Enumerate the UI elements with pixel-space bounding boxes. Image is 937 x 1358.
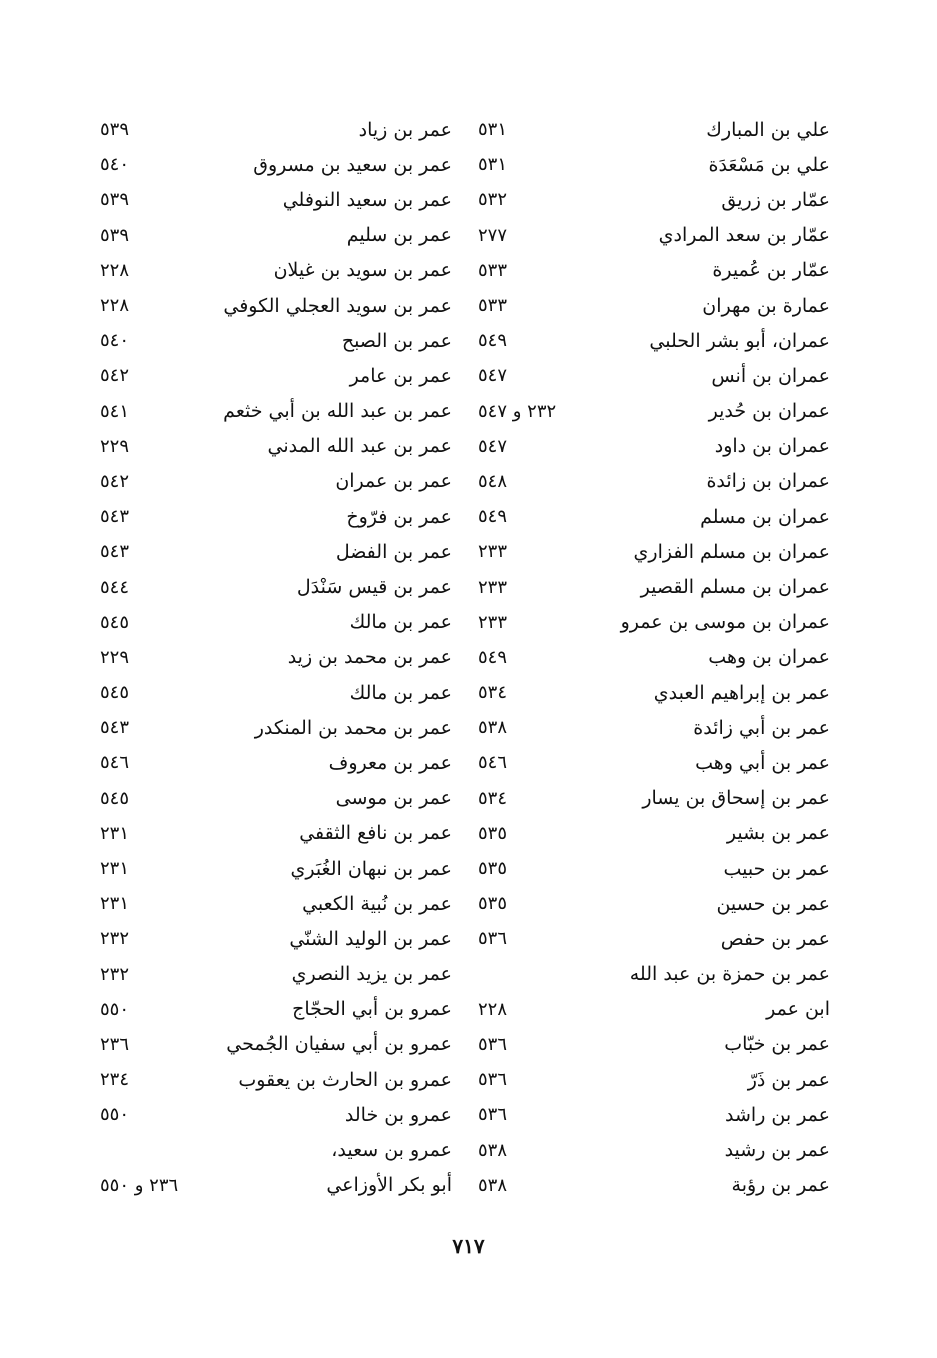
- index-entry: [478, 1168, 830, 1203]
- entry-pages: ٥٤٦: [100, 752, 130, 774]
- index-entry: [478, 569, 830, 604]
- entry-pages: ٥٣٩: [100, 189, 130, 211]
- entry-name: عمر بن رشيد: [724, 1139, 830, 1162]
- entry-pages: ٥٤٥: [100, 787, 130, 809]
- index-entry: [100, 112, 452, 147]
- entry-pages: ٥٣٨: [478, 1139, 508, 1161]
- entry-name: عمران بن مسلم: [700, 505, 830, 528]
- entry-pages: ٢٢٨: [100, 295, 130, 317]
- index-entry: [478, 1062, 830, 1097]
- entry-pages: ٥٣٤: [478, 787, 508, 809]
- entry-pages: ٢٣١: [100, 858, 130, 880]
- entry-name: عمران بن موسى بن عمرو: [620, 611, 830, 634]
- entry-pages: ٢٣٢: [100, 963, 130, 985]
- entry-name: عمر بن حبيب: [723, 857, 830, 880]
- index-entry: [478, 429, 830, 464]
- entry-pages: ٥٤٥: [100, 611, 130, 633]
- entry-pages: ٥٤٩: [478, 506, 508, 528]
- entry-name: عمر بن قيس سَنْدَل: [296, 576, 452, 599]
- entry-pages: ٥٤٤: [100, 576, 130, 598]
- entry-pages: ٥٣٦: [478, 928, 508, 950]
- index-entry: [100, 1168, 452, 1203]
- index-entry: [478, 323, 830, 358]
- entry-pages: ٥٤٧: [478, 435, 508, 457]
- entry-name: عمّار بن زريق: [721, 188, 830, 211]
- entry-pages: ٥٤٠: [100, 154, 130, 176]
- entry-pages: ٥٣٥: [478, 858, 508, 880]
- entry-name: عمر بن مالك: [349, 611, 452, 634]
- index-entry: [100, 394, 452, 429]
- entry-name: أبو بكر الأوزاعي: [326, 1174, 452, 1197]
- index-entry: [478, 253, 830, 288]
- entry-pages: ٥٤٥: [100, 682, 130, 704]
- entry-pages: ٥٣١: [478, 154, 508, 176]
- entry-pages: ٢٢٩: [100, 435, 130, 457]
- index-entry: [100, 358, 452, 393]
- entry-name: عمر بن الوليد الشنّي: [289, 927, 452, 950]
- entry-name: عمّار بن سعد المرادي: [658, 224, 830, 247]
- entry-name: عمر بن يزيد النصري: [291, 963, 452, 986]
- entry-pages: ٥٤٦: [478, 752, 508, 774]
- entry-pages: ٥٣٢: [478, 189, 508, 211]
- entry-pages: ٥٤٣: [100, 506, 130, 528]
- entry-name: عمران بن داود: [714, 435, 830, 458]
- entry-pages: ٥٤٠: [100, 330, 130, 352]
- entry-name: عمر بن عبد الله المدني: [267, 435, 452, 458]
- entry-pages: ٥٣٦: [478, 1069, 508, 1091]
- entry-name: عمر بن سليم: [346, 224, 452, 247]
- entry-name: عمر بن محمد بن زيد: [287, 646, 452, 669]
- entry-pages: ٥٣٨: [478, 1174, 508, 1196]
- entry-name: عمر بن محمد بن المنكدر: [254, 716, 452, 739]
- names-index: [100, 112, 830, 1203]
- entry-name: عمر بن إسحاق بن يسار: [642, 787, 830, 810]
- index-entry: [478, 1097, 830, 1132]
- entry-name: عمر بن إبراهيم العبدي: [653, 681, 830, 704]
- entry-name: عمرو بن الحارث بن يعقوب: [238, 1068, 452, 1091]
- entry-pages: ٥٤٣: [100, 717, 130, 739]
- entry-name: علي بن مَسْعَدَة: [708, 153, 830, 176]
- entry-pages: ٢٢٩: [100, 646, 130, 668]
- entry-name: عمر بن نُبية الكعبي: [302, 892, 452, 915]
- entry-name: عمر بن عبد الله بن أبي خثعم: [223, 400, 452, 423]
- entry-name: عمر بن بشير: [726, 822, 830, 845]
- index-entry: [100, 323, 452, 358]
- entry-pages: ٥٤٧: [478, 365, 508, 387]
- index-entry: [478, 534, 830, 569]
- entry-name: عمر بن سويد بن غيلان: [273, 259, 452, 282]
- entry-name: عمران بن وهب: [708, 646, 830, 669]
- entry-name: عمر بن أبي وهب: [695, 751, 830, 774]
- entry-pages: ٢٣٣: [478, 611, 508, 633]
- index-entry: [100, 218, 452, 253]
- entry-name: عمر بن عامر: [349, 364, 452, 387]
- entry-pages: ٥٤٣: [100, 541, 130, 563]
- entry-pages: ٥٣٦: [478, 1033, 508, 1055]
- index-entry: [478, 640, 830, 675]
- index-entry: [100, 1097, 452, 1132]
- entry-pages: ٥٣٥: [478, 893, 508, 915]
- entry-pages: ٥٣٨: [478, 717, 508, 739]
- index-entry: [478, 499, 830, 534]
- index-entry: [100, 464, 452, 499]
- index-entry: [100, 1132, 452, 1167]
- entry-name: عمرو بن سعيد،: [331, 1139, 452, 1162]
- entry-pages: ٥٥٠: [100, 998, 130, 1020]
- index-entry: [100, 851, 452, 886]
- entry-pages: ٢٣٣: [478, 576, 508, 598]
- entry-name: عمر بن الفضل: [335, 540, 452, 563]
- entry-name: عمر بن خبّاب: [724, 1033, 830, 1056]
- index-entry: [478, 745, 830, 780]
- index-entry: [100, 886, 452, 921]
- entry-pages: ٥٣٩: [100, 224, 130, 246]
- entry-name: عمران بن مسلم الفزاري: [633, 540, 830, 563]
- entry-name: عمران، أبو بشر الحلبي: [649, 329, 830, 352]
- entry-pages: ٢٣٣: [478, 541, 508, 563]
- entry-pages: ٥٤٩: [478, 646, 508, 668]
- index-entry: [100, 288, 452, 323]
- index-entry: [478, 147, 830, 182]
- index-entry: [100, 147, 452, 182]
- entry-pages: ٥٣٣: [478, 259, 508, 281]
- index-entry: [100, 429, 452, 464]
- entry-name: عمر بن معروف: [328, 751, 452, 774]
- entry-pages: ٢٣٦ و ٥٥٠: [100, 1174, 179, 1196]
- entry-pages: ٢٢٨: [100, 259, 130, 281]
- index-entry: [478, 112, 830, 147]
- entry-name: عمر بن موسى: [335, 787, 452, 810]
- entry-pages: ٥٤٢: [100, 365, 130, 387]
- index-entry: [478, 710, 830, 745]
- entry-name: عمر بن الصبح: [341, 329, 452, 352]
- entry-name: عمر بن حسين: [716, 892, 830, 915]
- entry-pages: ٥٣٤: [478, 682, 508, 704]
- index-entry: [100, 640, 452, 675]
- entry-name: عمران بن حُدير: [708, 400, 830, 423]
- index-entry: [100, 745, 452, 780]
- index-entry: [100, 499, 452, 534]
- entry-pages: ٢٢٨: [478, 998, 508, 1020]
- entry-name: عمر بن نافع الثقفي: [299, 822, 452, 845]
- entry-name: عمر بن سعيد النوفلي: [282, 188, 452, 211]
- entry-pages: ٥٥٠: [100, 1104, 130, 1126]
- index-entry: [100, 675, 452, 710]
- entry-name: عمر بن سويد العجلي الكوفي: [223, 294, 452, 317]
- index-entry: [100, 781, 452, 816]
- entry-name: عمر بن سعيد بن مسروق: [253, 153, 452, 176]
- index-entry: [478, 957, 830, 992]
- entry-pages: ٥٣٥: [478, 822, 508, 844]
- index-entry: [100, 710, 452, 745]
- entry-name: عمران بن مسلم القصير: [640, 576, 830, 599]
- entry-pages: ٥٣٩: [100, 119, 130, 141]
- entry-pages: ٥٤٩: [478, 330, 508, 352]
- entry-name: عمرو بن خالد: [344, 1103, 452, 1126]
- index-entry: [478, 464, 830, 499]
- index-entry: [100, 569, 452, 604]
- entry-name: عمر بن رؤبة: [731, 1174, 830, 1197]
- entry-name: عمر بن راشد: [725, 1103, 830, 1126]
- entry-name: عمرو بن أبي الحجّاج: [292, 998, 452, 1021]
- entry-name: عمر بن نبهان الغُبَري: [290, 857, 452, 880]
- entry-pages: ٥٣١: [478, 119, 508, 141]
- index-entry: [100, 253, 452, 288]
- index-entry: [478, 921, 830, 956]
- entry-pages: ٢٣٢ و ٥٤٧: [478, 400, 557, 422]
- index-entry: [478, 781, 830, 816]
- index-entry: [478, 816, 830, 851]
- index-entry: [100, 534, 452, 569]
- entry-name: عمران بن أنس: [711, 364, 830, 387]
- index-entry: [100, 992, 452, 1027]
- left-column: [100, 112, 452, 1203]
- index-entry: [478, 675, 830, 710]
- index-entry: [478, 394, 830, 429]
- index-entry: [478, 182, 830, 217]
- entry-name: عمارة بن مهران: [702, 294, 830, 317]
- entry-pages: ٥٤١: [100, 400, 130, 422]
- index-entry: [478, 886, 830, 921]
- index-entry: [478, 218, 830, 253]
- page-number: ٧١٧: [452, 1234, 485, 1258]
- entry-name: عمر بن أبي زائدة: [693, 716, 830, 739]
- entry-pages: ٥٤٨: [478, 470, 508, 492]
- index-entry: [478, 288, 830, 323]
- index-entry: [100, 957, 452, 992]
- entry-name: عمر بن ذَرّ: [747, 1068, 830, 1091]
- entry-pages: ٢٣٤: [100, 1069, 130, 1091]
- entry-name: عمّار بن عُميرة: [712, 259, 830, 282]
- entry-name: عمر بن مالك: [349, 681, 452, 704]
- index-entry: [478, 992, 830, 1027]
- entry-name: عمر بن حفص: [720, 927, 830, 950]
- entry-pages: ٥٣٣: [478, 295, 508, 317]
- entry-pages: ٥٣٦: [478, 1104, 508, 1126]
- entry-pages: ٥٤٢: [100, 470, 130, 492]
- entry-pages: ٢٣١: [100, 893, 130, 915]
- index-entry: [100, 921, 452, 956]
- index-entry: [100, 1027, 452, 1062]
- index-entry: [478, 605, 830, 640]
- index-entry: [478, 358, 830, 393]
- entry-name: عمر بن حمزة بن عبد الله: [629, 963, 830, 986]
- right-column: [478, 112, 830, 1203]
- index-entry: [100, 816, 452, 851]
- entry-name: عمر بن زياد: [358, 118, 452, 141]
- entry-name: ابن عمر: [766, 998, 830, 1021]
- index-entry: [478, 851, 830, 886]
- entry-name: عمرو بن أبي سفيان الجُمحي: [226, 1033, 452, 1056]
- entry-name: عمران بن زائدة: [706, 470, 830, 493]
- entry-pages: ٢٣٢: [100, 928, 130, 950]
- entry-pages: ٢٧٧: [478, 224, 508, 246]
- index-entry: [100, 1062, 452, 1097]
- index-entry: [478, 1027, 830, 1062]
- entry-pages: ٢٣١: [100, 822, 130, 844]
- entry-name: علي بن المبارك: [706, 118, 830, 141]
- index-entry: [100, 605, 452, 640]
- entry-name: عمر بن فرّوخ: [346, 505, 452, 528]
- entry-pages: ٢٣٦: [100, 1033, 130, 1055]
- entry-name: عمر بن عمران: [335, 470, 452, 493]
- index-entry: [478, 1132, 830, 1167]
- index-entry: [100, 182, 452, 217]
